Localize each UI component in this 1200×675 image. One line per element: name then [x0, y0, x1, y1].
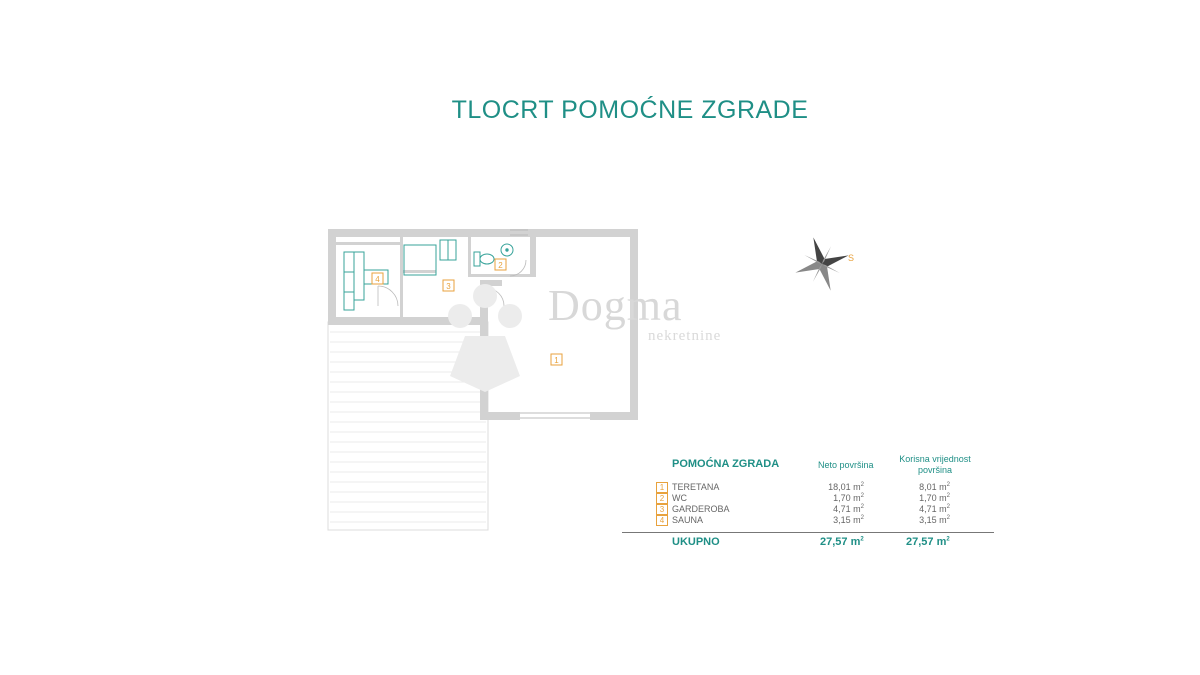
area-table — [622, 452, 994, 562]
room-badge-4 — [372, 273, 383, 284]
wc-fixtures — [474, 244, 513, 266]
table-row: 2 WC 1,70 $m^2$ 1,70 $m^2$ — [656, 493, 986, 504]
svg-text:4: 4 — [375, 275, 380, 284]
watermark-brand: Dogma — [548, 281, 683, 330]
table-divider — [622, 532, 994, 533]
watermark-tagline: nekretnine — [648, 328, 722, 344]
room-badge-2 — [495, 259, 506, 270]
total-neto: 27,57 $m^2$ — [820, 536, 864, 548]
svg-text:1: 1 — [554, 356, 559, 365]
total-korisna: 27,57 $m^2$ — [906, 536, 950, 548]
table-row: 1 TERETANA 18,01 $m^2$ 8,01 $m^2$ — [656, 482, 986, 493]
col-neto-header: Neto površina — [818, 460, 874, 470]
table-title: POMOĆNA ZGRADA — [672, 458, 780, 470]
svg-text:2: 2 — [498, 261, 503, 270]
room-badge-1 — [551, 354, 562, 365]
watermark-logo-icon — [440, 276, 530, 392]
compass-rose-icon — [786, 232, 862, 298]
table-row: 3 GARDEROBA 4,71 $m^2$ 4,71 $m^2$ — [656, 504, 986, 515]
col-korisna-header: Korisna vrijednost površina — [899, 454, 971, 475]
window-south — [520, 413, 590, 418]
garderoba-lockers — [404, 240, 456, 275]
total-label: UKUPNO — [672, 536, 720, 548]
svg-text:S: S — [848, 253, 855, 263]
svg-text:3: 3 — [446, 282, 451, 291]
table-row: 4 SAUNA 3,15 $m^2$ 3,15 $m^2$ — [656, 515, 986, 526]
page-title: TLOCRT POMOĆNE ZGRADE — [451, 96, 809, 124]
